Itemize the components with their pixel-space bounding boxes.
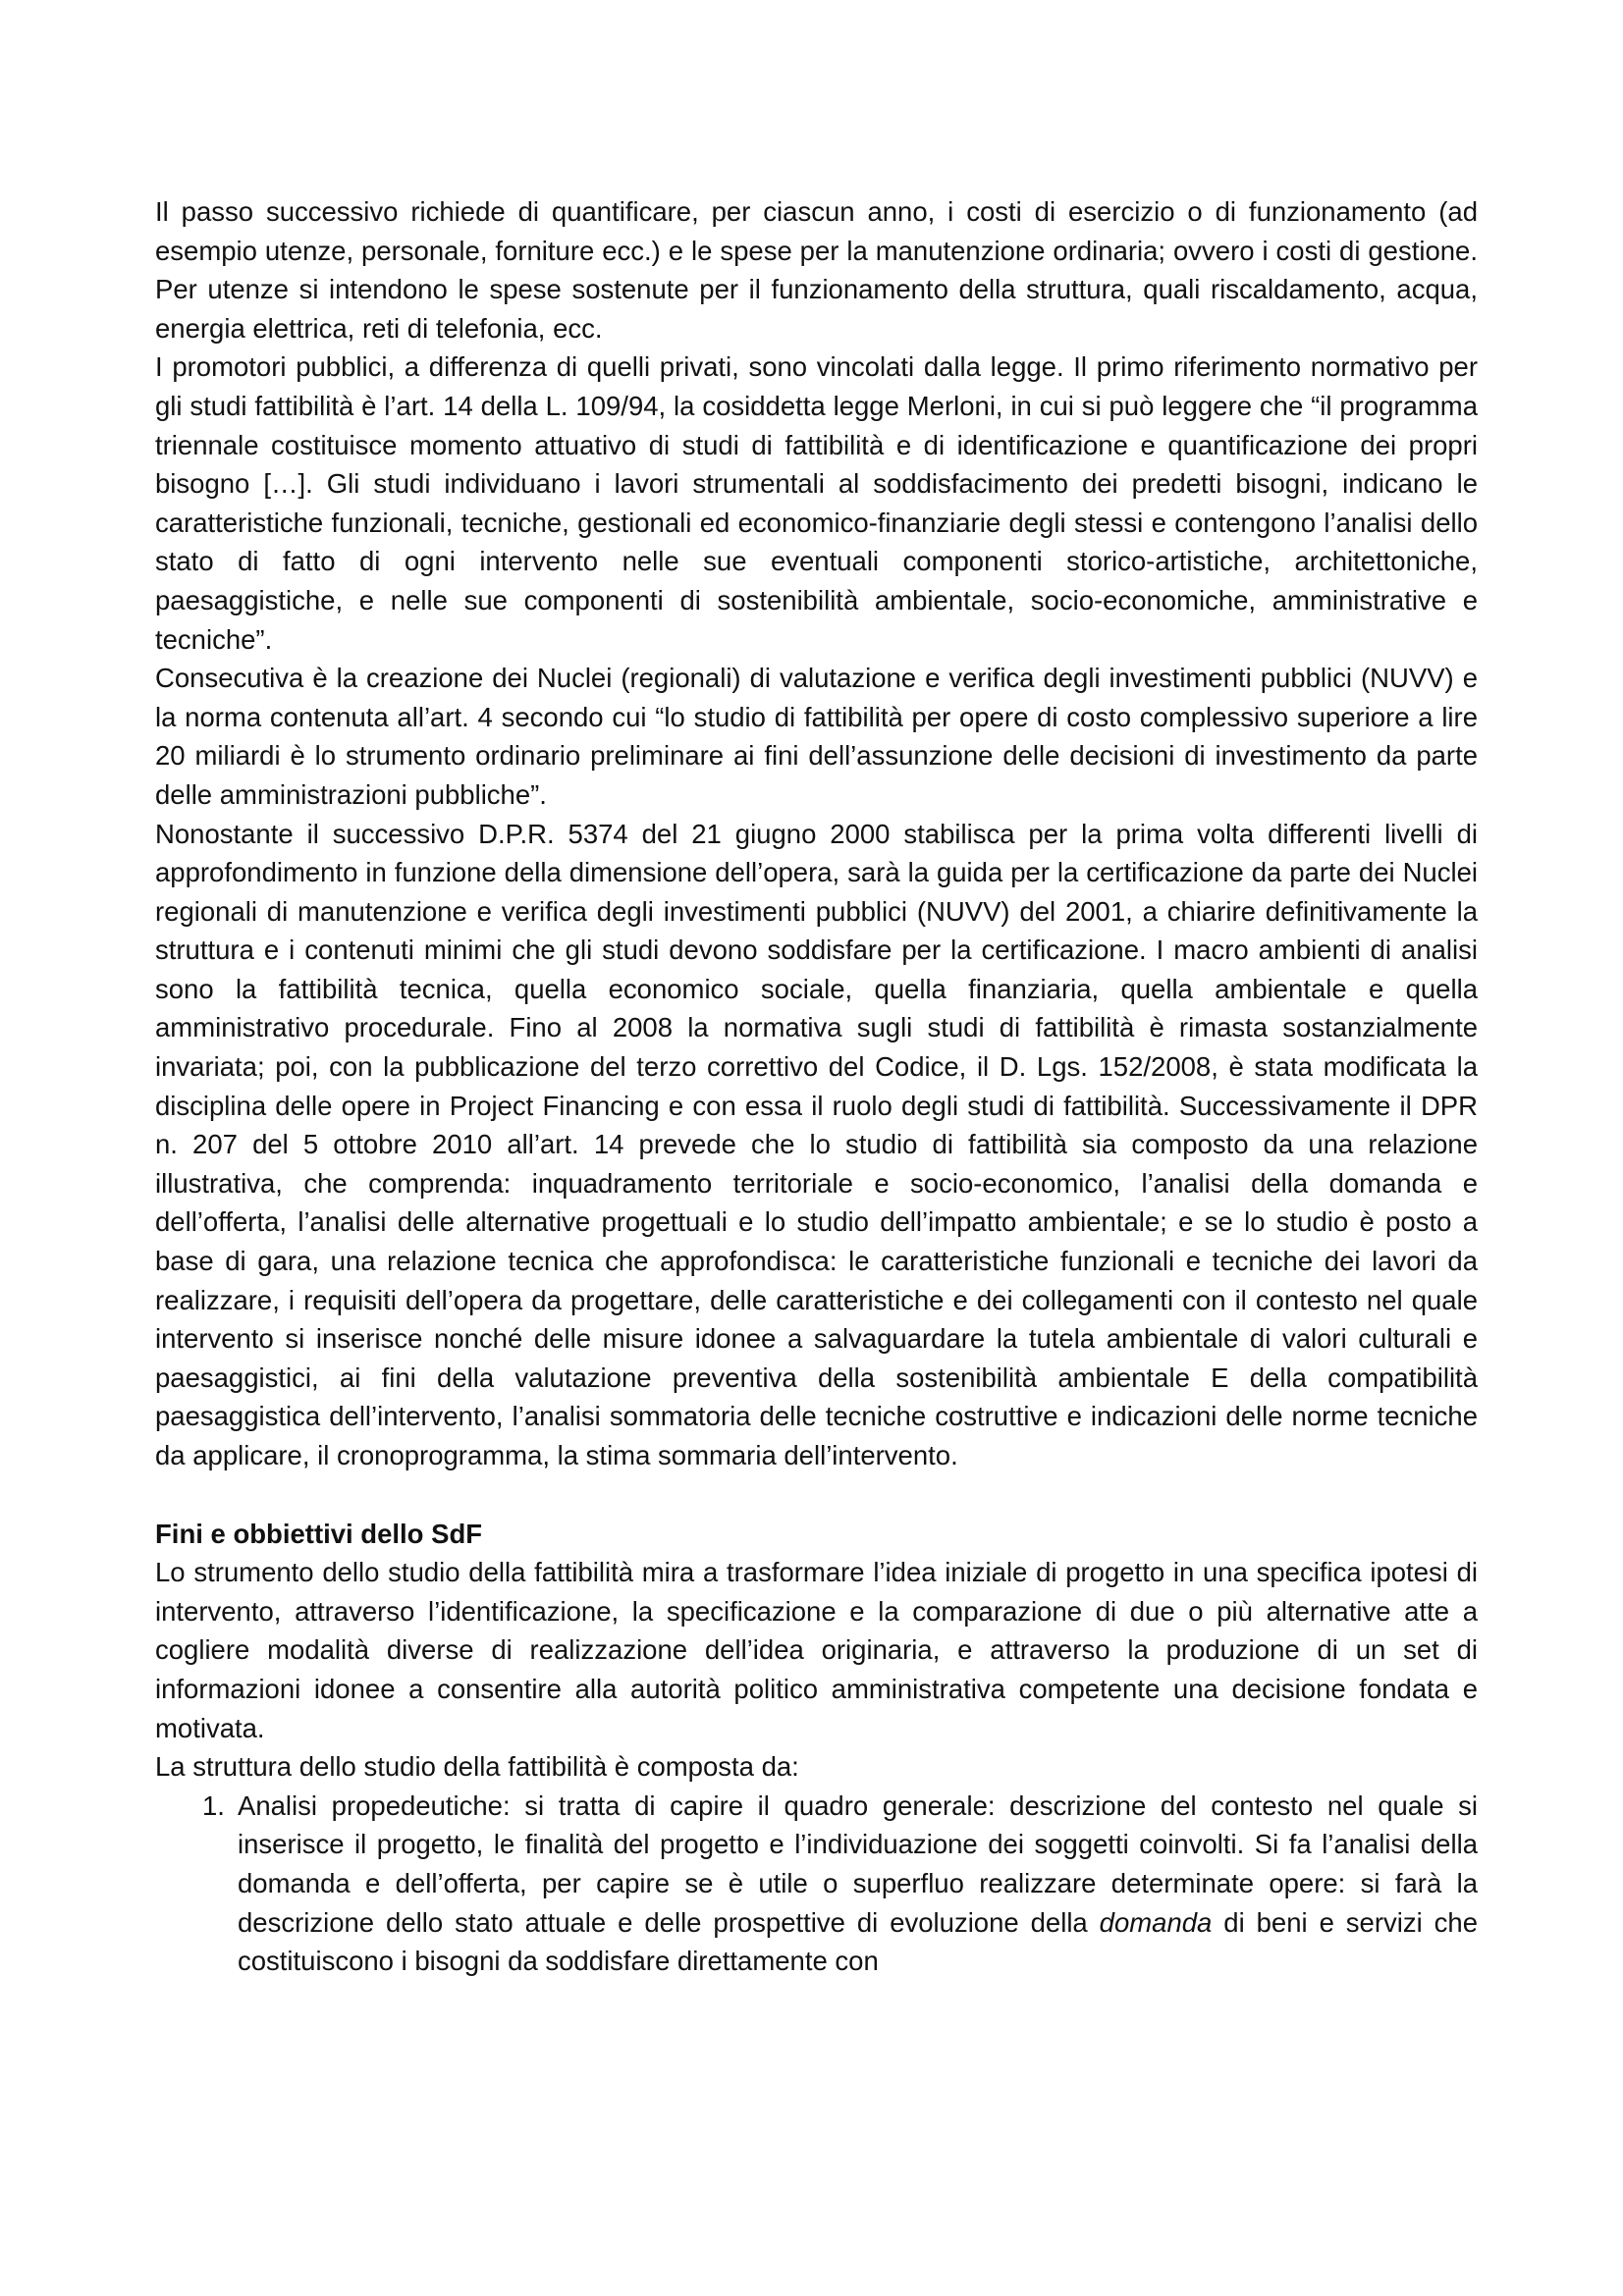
paragraph-strumento-sdf: Lo strumento dello studio della fattibilità mira a trasformare l’idea iniziale di progetto in una specifica ipotesi di intervento, attraverso l’identificazione, la specificazione e la comparazione di due o più alternative atte a cogliere modalità diverse di realizzazione dell’idea originaria, e attraverso la produzione di un set di informazioni idonee a consentire alla autorità politico amministrativa competente una decisione fondata e motivata.	[155, 1557, 1478, 1743]
structure-list	[155, 1787, 1478, 1981]
document-page	[155, 192, 1478, 1981]
list-item-number: 1.	[202, 1789, 225, 1821]
paragraph-nuvv: Consecutiva è la creazione dei Nuclei (regionali) di valutazione e verifica degli investimenti pubblici (NUVV) e la norma contenuta all’art. 4 secondo cui “lo studio di fattibilità per opere di costo complessivo superiore a lire 20 miliardi è lo strumento ordinario preliminare ai fini dell’assunzione delle decisioni di investimento da parte delle amministrazioni pubbliche”.	[155, 663, 1478, 810]
paragraph-legge-merloni: I promotori pubblici, a differenza di quelli privati, sono vincolati dalla legge. Il primo riferimento normativo per gli studi fattibilità è l’art. 14 della L. 109/94, la cosiddetta legge Merloni, in cui si può leggere che “il programma triennale costituisce momento attuativo di studi di fattibilità e di identificazione e quantificazione dei propri bisogno […]. Gli studi individuano i lavori strumentali al soddisfacimento dei predetti bisogni, indicano le caratteristiche funzionali, tecniche, gestionali ed economico-finanziarie degli stessi e contengono l’analisi dello stato di fatto di ogni intervento nelle sue eventuali componenti storico-artistiche, architettoniche, paesaggistiche, e nelle sue componenti di sostenibilità ambientale, socio-economiche, amministrative e tecniche”.	[155, 351, 1478, 655]
list-item	[155, 1787, 1478, 1981]
list-item-text-end: di beni e servizi che costituiscono i bisogni da soddisfare direttamente con	[238, 1906, 1478, 1977]
list-item-emphasis: domanda	[1099, 1906, 1213, 1938]
paragraph-normativa: Nonostante il successivo D.P.R. 5374 del 21 giugno 2000 stabilisca per la prima volta differenti livelli di approfondimento in funzione della dimensione dell’opera, sarà la guida per la certificazione da parte dei Nuclei regionali di manutenzione e verifica degli investimenti pubblici (NUVV) del 2001, a chiarire definitivamente la struttura e i contenuti minimi che gli studi devono soddisfare per la certificazione. I macro ambienti di analisi sono la fattibilità tecnica, quella economico sociale, quella finanziaria, quella ambientale e quella amministrativo procedurale. Fino al 2008 la normativa sugli studi di fattibilità è rimasta sostanzialmente invariata; poi, con la pubblicazione del terzo correttivo del Codice, il D. Lgs. 152/2008, è stata modificata la disciplina delle opere in Project Financing e con essa il ruolo degli studi di fattibilità. Successivamente il DPR n. 207 del 5 ottobre 2010 all’art. 14 prevede che lo studio di fattibilità sia composto da una relazione illustrativa, che comprenda: inquadramento territoriale e socio-economico, l’analisi della domanda e dell’offerta, l’analisi delle alternative progettuali e lo studio dell’impatto ambientale; e se lo studio è posto a base di gara, una relazione tecnica che approfondisca: le caratteristiche funzionali e tecniche dei lavori da realizzare, i requisiti dell’opera da progettare, delle caratteristiche e dei collegamenti con il contesto nel quale intervento si inserisce nonché delle misure idonee a salvaguardare la tutela ambientale di valori culturali e paesaggistici, ai fini della valutazione preventiva della sostenibilità ambientale E della compatibilità paesaggistica dell’intervento, l’analisi sommatoria delle tecniche costruttive e indicazioni delle norme tecniche da applicare, il cronoprogramma, la stima sommaria dell’intervento.	[155, 818, 1478, 1470]
section-heading: Fini e obbiettivi dello SdF	[155, 1518, 483, 1549]
list-item-text-start: Analisi propedeutiche: si tratta di capire il quadro generale: descrizione del contesto nel quale si inserisce il progetto, le finalità del progetto e l’individuazione dei soggetti coinvolti. Si fa l’analisi della domanda e dell’offerta, per capire se è utile o superfluo realizzare determinate opere: si farà la descrizione dello stato attuale e delle prospettive di evoluzione della	[238, 1789, 1478, 1938]
paragraph-struttura-intro: La struttura dello studio della fattibilità è composta da:	[155, 1751, 799, 1783]
paragraph-costi-gestione: Il passo successivo richiede di quantificare, per ciascun anno, i costi di esercizio o di funzionamento (ad esempio utenze, personale, forniture ecc.) e le spese per la manutenzione ordinaria; ovvero i costi di gestione. Per utenze si intendono le spese sostenute per il funzionamento della struttura, quali riscaldamento, acqua, energia elettrica, reti di telefonia, ecc.	[155, 196, 1478, 344]
